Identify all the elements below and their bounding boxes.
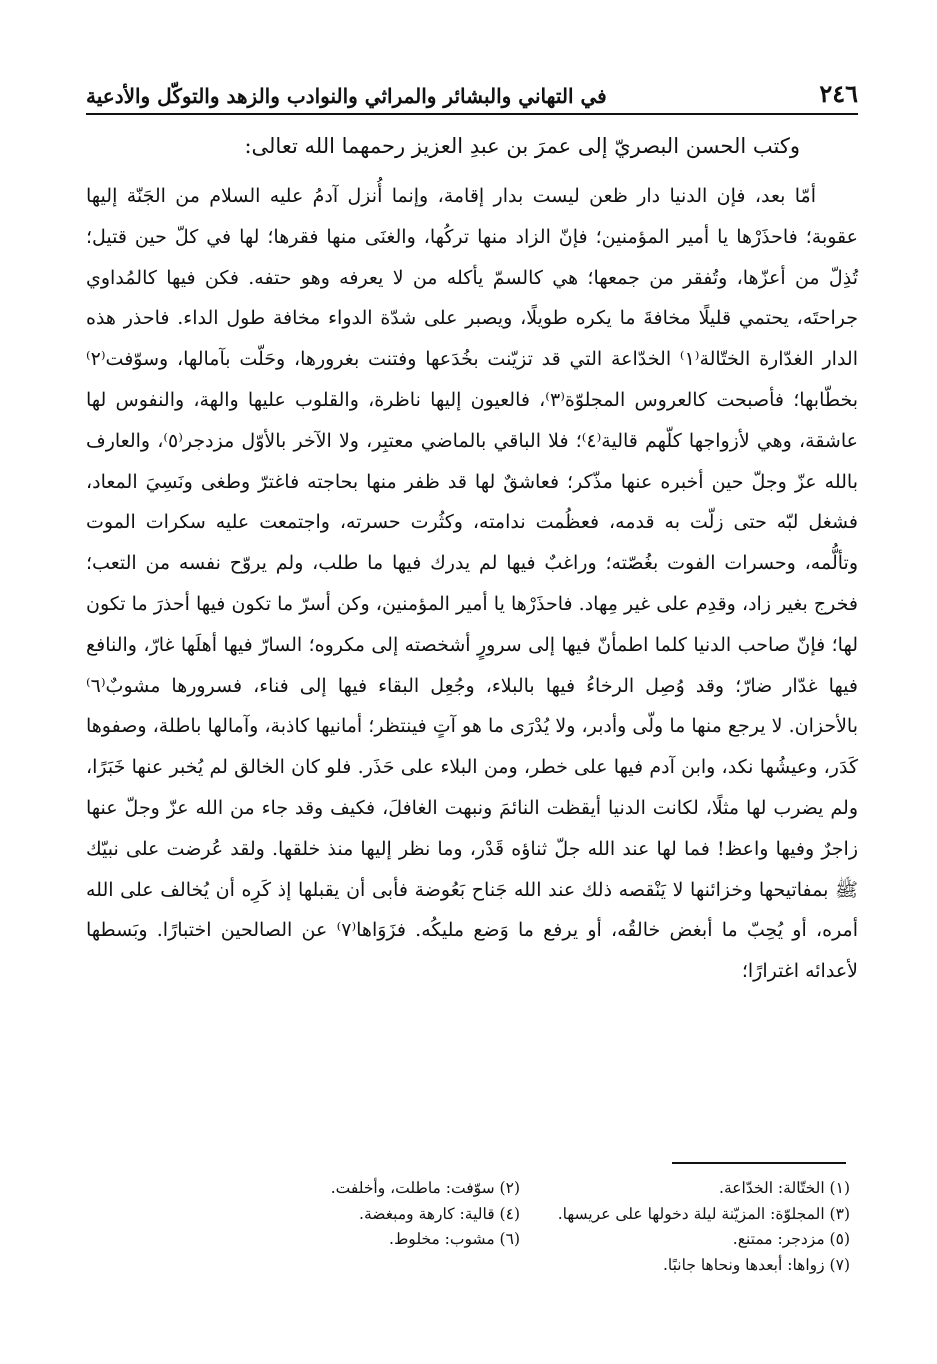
footnote-4: (٤) قالية: كارهة ومبغضة. [359,1204,520,1223]
header-title: في التهاني والبشائر والمراثي والنوادب والزهد والتوكّل والأدعية [86,84,607,108]
footnotes [230,1176,850,1278]
footnote-separator [672,1162,846,1164]
footnote-3: (٣) المجلوّة: المزيّنة ليلة دخولها على عريسها. [557,1204,850,1223]
footnote-row [230,1253,850,1279]
page-number: ٢٤٦ [819,79,858,108]
footnote-row [230,1227,850,1253]
body-paragraph: أمّا بعد، فإن الدنيا دار ظعن ليست بدار إقامة، وإنما أُنزل آدمُ عليه السلام من الجَنّة إليها عقوبة؛ فاحذَرْها يا أمير المؤمنين؛ فإنّ الزاد منها تركُها، والغنَى منها فقرها؛ لها في كلّ حين قتيل؛ تُذِلّ من أعزّها، وتُفقر من جمعها؛ هي كالسمّ يأكله من لا يعرفه وهو حتفه. فكن فيها كالمُداوي جراحتَه، يحتمي قليلًا مخافةَ ما يكره طويلًا، ويصبر على شدّة الدواء مخافة طول الداء. فاحذر هذه الدار الغدّارة الختّالة⁽١⁾ الخدّاعة التي قد تزيّنت بخُدَعها وفتنت بغرورها، وحَلّت بآمالها، وسوّفت⁽٢⁾ بخطّابها؛ فأصبحت كالعروس المجلوّة⁽٣⁾، فالعيون إليها ناظرة، والقلوب عليها والهة، والنفوس لها عاشقة، وهي لأزواجها كلّهم قالية⁽٤⁾؛ فلا الباقي بالماضي معتبِر، ولا الآخر بالأوّل مزدجر⁽٥⁾، والعارف بالله عزّ وجلّ حين أخبره عنها مذّكر؛ فعاشقٌ لها قد ظفر منها بحاجته فاغترّ وطغى ونَسِيَ المعاد، فشغل لبّه حتى زلّت به قدمه، فعظُمت ندامته، وكثُرت حسرته، واجتمعت عليه سكرات الموت وتألُّمه، وحسرات الفوت بغُصّته؛ وراغبٌ فيها لم يدرك فيها ما طلب، ولم يروّح نفسه من التعب؛ فخرج بغير زاد، وقدِم على غير مِهاد. فاحذَرْها يا أمير المؤمنين، وكن أسرّ ما تكون فيها أحذرَ ما تكون لها؛ فإنّ صاحب الدنيا كلما اطمأنّ فيها إلى سرورٍ أشخصته إلى مكروه؛ السارّ فيها أهلَها غارّ، والنافع فيها غدّار ضارّ؛ وقد وُصِل الرخاءُ فيها بالبلاء، وجُعِل البقاء فيها إلى فناء، فسرورها مشوبٌ⁽٦⁾ بالأحزان. لا يرجع منها ما ولّى وأدبر، ولا يُدْرَى ما هو آتٍ فينتظر؛ أمانيها كاذبة، وآمالها باطلة، وصفوها كَدَر، وعيشُها نكد، وابن آدم فيها على خطر، ومن البلاء على حَذَر. فلو كان الخالق لم يُخبر عنها خَبَرًا، ولم يضرب لها مثلًا، لكانت الدنيا أيقظت النائمَ ونبهت الغافلَ، فكيف وقد جاء من الله عزّ وجلّ عنها زاجرٌ وفيها واعظ! فما لها عند الله جلّ ثناؤه قَدْر، وما نظر إليها منذ خلقها. ولقد عُرضت على نبيّك ﷺ بمفاتيحها وخزائنها لا يَنْقصه ذلك عند الله جَناح بَعُوضة فأبى أن يقبلها إذ كَرِه أن يُخالف على الله أمره، أو يُحِبّ ما أبغض خالقُه، أو يرفع ما وَضع مليكُه. فزَوَاها⁽٧⁾ عن الصالحين اختبارًا. وبَسطها لأعدائه اغترارًا؛ [86,185,859,983]
main-text [86,176,858,992]
footnote-row [230,1202,850,1228]
footnote-6: (٦) مشوب: مخلوط. [389,1230,520,1248]
intro-line: وكتب الحسن البصريّ إلى عمرَ بن عبدِ العزيز رحمهما الله تعالى: [244,134,800,158]
footnote-2: (٢) سوّفت: ماطلت، وأخلفت. [330,1179,520,1197]
footnote-1: (١) الختّالة: الخدّاعة. [719,1179,850,1197]
footnote-5: (٥) مزدجر: ممتنع. [732,1230,850,1248]
header-rule [86,113,858,115]
footnote-7: (٧) زواها: أبعدها ونحاها جانبًا. [662,1255,850,1274]
running-header [86,68,858,108]
footnote-row [230,1176,850,1202]
